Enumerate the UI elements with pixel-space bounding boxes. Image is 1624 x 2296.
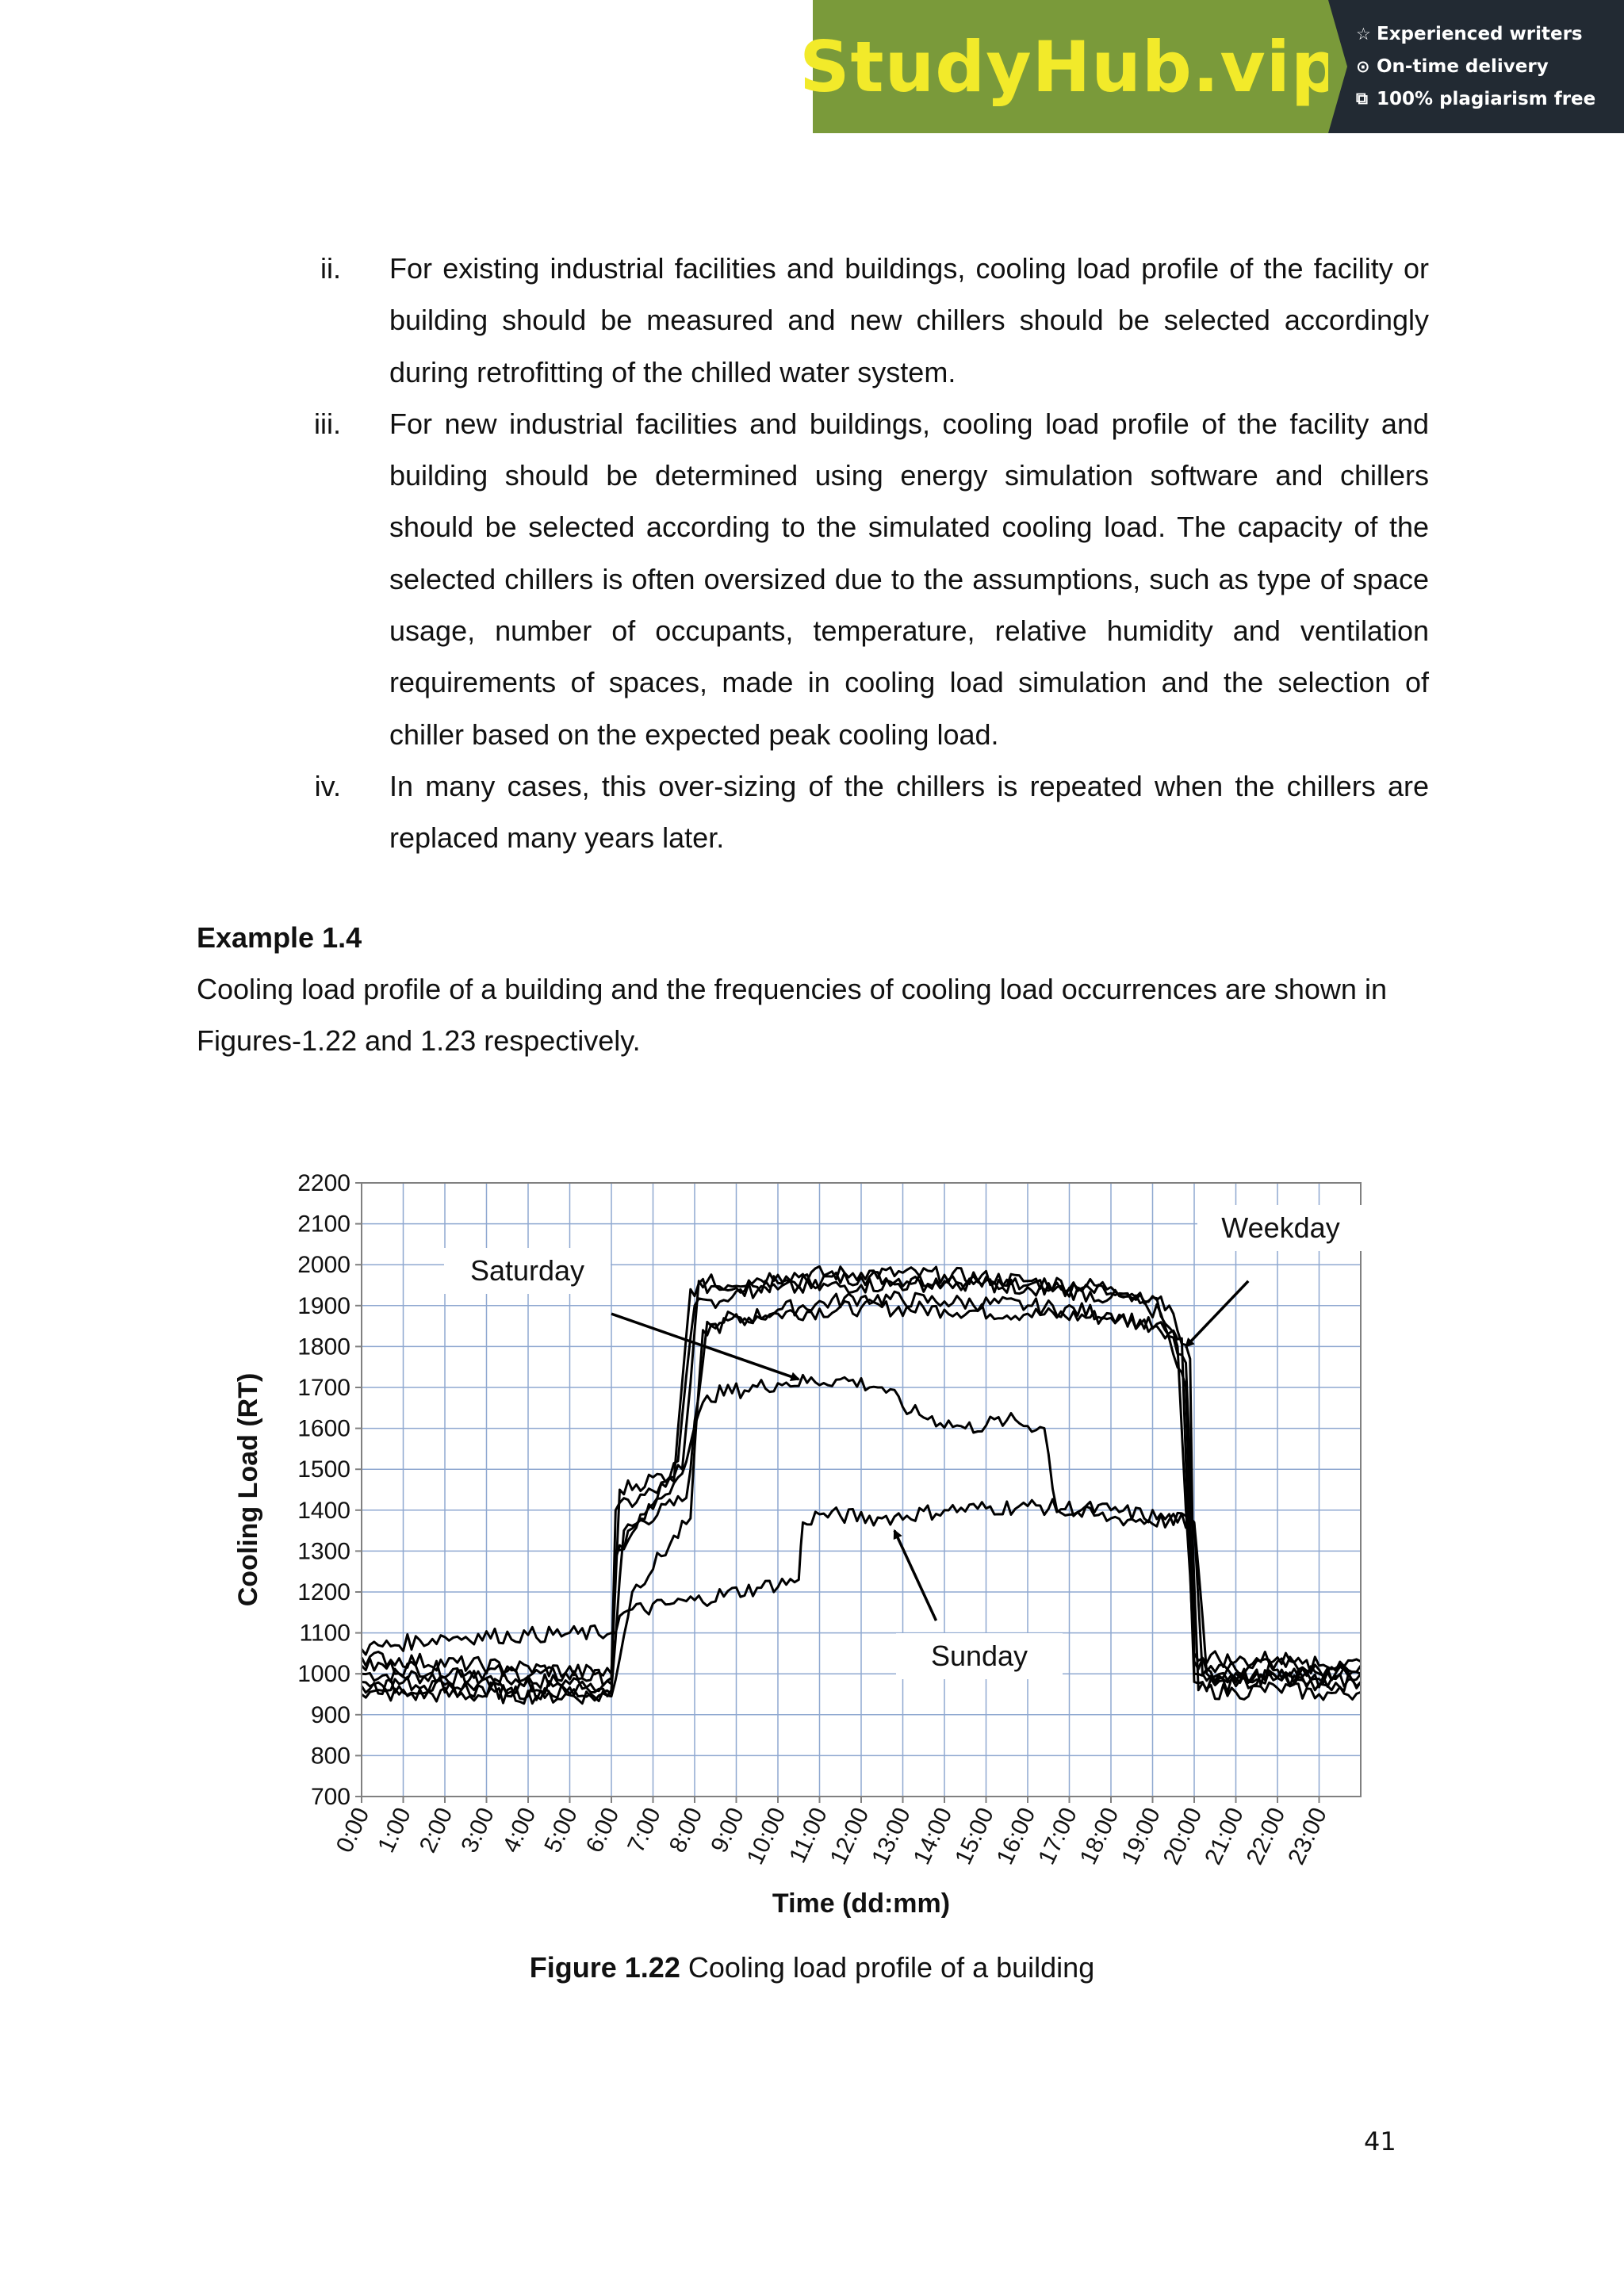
- ad-banner[interactable]: [799, 0, 1624, 133]
- x-tick-label: 21:00: [1200, 1804, 1249, 1869]
- list-number: iv.: [314, 769, 341, 802]
- list-item-iv: [301, 760, 1429, 864]
- x-tick-label: 11:00: [784, 1804, 833, 1867]
- x-tick-label: 19:00: [1116, 1804, 1166, 1869]
- y-tick-label: 900: [310, 1701, 350, 1728]
- y-tick-label: 2100: [297, 1211, 350, 1238]
- numbered-list: [301, 243, 1429, 864]
- copy-icon: ⧉: [1356, 89, 1368, 108]
- annotation-arrow-weekday: [1186, 1281, 1249, 1347]
- x-tick-label: 0:00: [331, 1804, 375, 1857]
- y-tick-label: 1800: [297, 1334, 350, 1360]
- x-tick-label: 3:00: [456, 1804, 500, 1857]
- feature-label: 100% plagiarism free: [1377, 88, 1596, 109]
- y-tick-label: 1000: [297, 1661, 350, 1688]
- studyhub-logo[interactable]: StudyHub.vip: [799, 25, 1342, 108]
- x-tick-label: 12:00: [825, 1804, 875, 1869]
- y-tick-label: 1100: [299, 1620, 350, 1647]
- x-tick-label: 23:00: [1283, 1804, 1332, 1869]
- x-tick-label: 13:00: [867, 1804, 916, 1869]
- x-tick-label: 22:00: [1241, 1804, 1291, 1869]
- y-tick-label: 1300: [297, 1538, 350, 1565]
- feature-experienced-writers: [1356, 17, 1595, 50]
- y-tick-label: 2000: [297, 1252, 350, 1279]
- x-tick-label: 7:00: [622, 1804, 666, 1857]
- y-tick-label: 1500: [297, 1456, 350, 1483]
- list-text: For existing industrial facilities and buildings, cooling load profile of the facility or building should be measured and new chillers should be selected accordingly during retrofitting of the chilled water system.: [389, 252, 1429, 388]
- list-number: iii.: [314, 407, 341, 440]
- x-tick-label: 8:00: [664, 1804, 708, 1857]
- list-item-iii: [301, 398, 1429, 760]
- star-icon: ☆: [1356, 24, 1371, 44]
- x-tick-label: 20:00: [1158, 1804, 1208, 1869]
- list-item-ii: [301, 243, 1429, 398]
- feature-label: On-time delivery: [1377, 55, 1549, 77]
- feature-label: Experienced writers: [1377, 23, 1583, 44]
- y-tick-label: 1600: [297, 1415, 350, 1442]
- y-tick-label: 1400: [297, 1497, 350, 1524]
- x-axis-label: Time (dd:mm): [772, 1888, 951, 1919]
- x-tick-label: 17:00: [1033, 1804, 1082, 1869]
- x-tick-label: 14:00: [908, 1804, 958, 1869]
- y-tick-label: 1700: [297, 1375, 350, 1401]
- y-tick-label: 800: [310, 1743, 350, 1770]
- example-heading: Example 1.4: [197, 921, 362, 954]
- example-paragraph: Cooling load profile of a building and the frequencies of cooling load occurrences are shown in Figures-1.22 and 1.23 respectively.: [197, 973, 1387, 1058]
- annotation-label-weekday: Weekday: [1221, 1211, 1340, 1244]
- x-tick-label: 1:00: [373, 1804, 416, 1857]
- y-tick-label: 1900: [297, 1292, 350, 1319]
- y-tick-label: 1200: [297, 1579, 350, 1605]
- x-tick-label: 10:00: [741, 1804, 791, 1869]
- annotation-label-saturday: Saturday: [469, 1254, 585, 1287]
- page-number: 41: [1364, 2126, 1396, 2156]
- banner-arrow-shape: [1328, 0, 1347, 133]
- feature-plagiarism-free: [1356, 82, 1595, 115]
- x-tick-label: 2:00: [414, 1804, 458, 1857]
- figure-caption-text: Cooling load profile of a building: [680, 1951, 1095, 1984]
- x-tick-label: 9:00: [706, 1804, 749, 1857]
- cooling-load-chart: [222, 1158, 1411, 1934]
- x-tick-label: 15:00: [950, 1804, 999, 1869]
- banner-features: [1356, 17, 1595, 115]
- list-text: In many cases, this over-sizing of the chillers is repeated when the chillers are replaced many years later.: [389, 769, 1429, 855]
- chart-annotations: [444, 1205, 1364, 1679]
- x-tick-label: 4:00: [497, 1804, 542, 1857]
- list-text: For new industrial facilities and buildings, cooling load profile of the facility and building should be determined using energy simulation software and chillers should be selected according to the simulated cooling load. The capacity of the selected chillers is often oversized due to the assumptions, such as type of space usage, number of occupants, temperature, relative humidity and ventilation requirements of spaces, made in cooling load simulation and the selection of chiller based on the expected peak cooling load.: [389, 407, 1429, 751]
- figure-caption: [0, 1951, 1624, 1984]
- clock-icon: ⊙: [1356, 56, 1370, 76]
- x-tick-label: 18:00: [1074, 1804, 1124, 1869]
- annotation-label-sunday: Sunday: [930, 1640, 1028, 1672]
- banner-logo-box: [799, 0, 1342, 133]
- annotation-arrow-sunday: [894, 1531, 936, 1621]
- figure-label: Figure 1.22: [529, 1951, 680, 1984]
- x-tick-label: 16:00: [991, 1804, 1041, 1869]
- y-axis-label: Cooling Load (RT): [233, 1372, 263, 1607]
- list-number: ii.: [320, 252, 341, 285]
- feature-on-time-delivery: [1356, 50, 1595, 82]
- y-tick-label: 700: [310, 1784, 350, 1810]
- x-tick-label: 6:00: [580, 1804, 625, 1857]
- y-tick-label: 2200: [297, 1170, 350, 1196]
- x-tick-label: 5:00: [539, 1804, 583, 1857]
